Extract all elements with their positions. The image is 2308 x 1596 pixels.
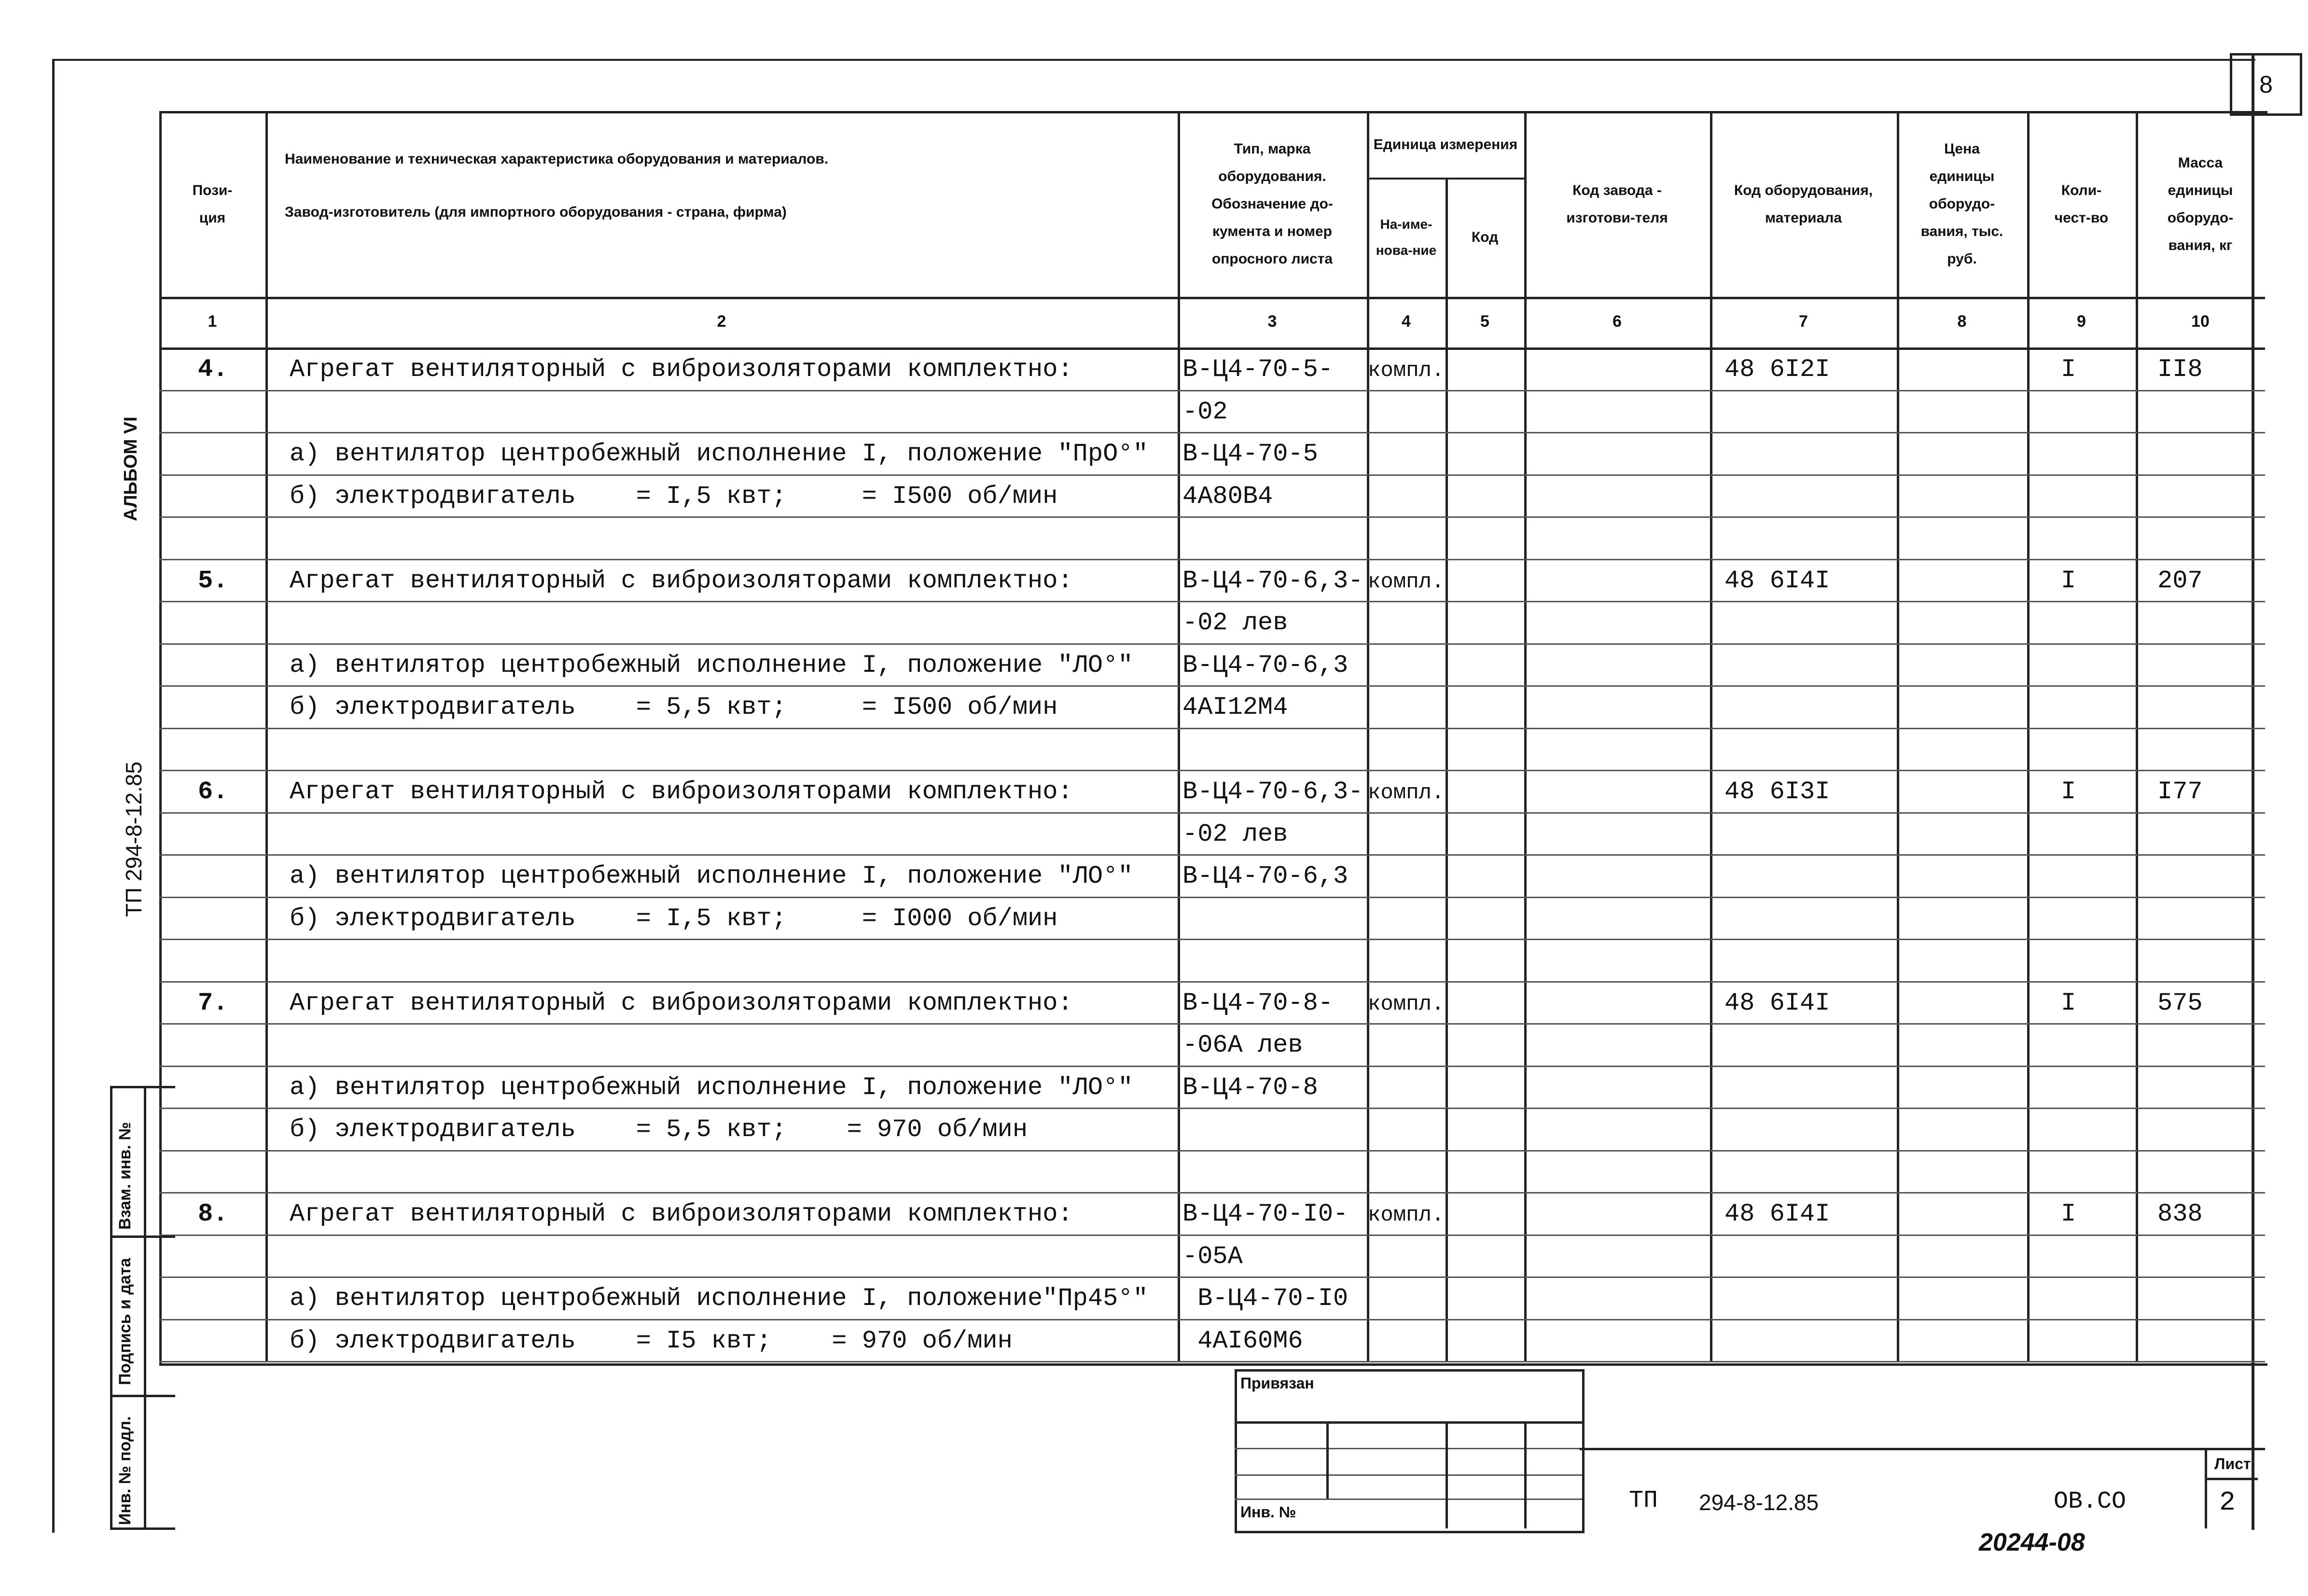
row-name: б) электродвигатель = 5,5 квт; = 970 об/мин [290,1115,1028,1144]
title-block-line [1235,1448,1582,1449]
list-box-line [2205,1478,2258,1480]
column-number: 3 [1267,312,1277,331]
row-quantity: I [2061,355,2076,384]
row-unit: компл. [1368,781,1445,805]
row-name: Агрегат вентиляторный с виброизоляторами комплектно: [290,355,1073,384]
row-line [159,643,2265,645]
row-type: -06А лев [1182,1031,1303,1059]
row-quantity: I [2061,988,2076,1017]
row-line [159,685,2265,687]
row-type: -02 лев [1182,609,1288,637]
row-unit: компл. [1368,992,1445,1016]
row-type: В-Ц4-70-6,3 [1182,862,1349,890]
header-line [159,347,2265,350]
header-unit: Единица измерения [1373,136,1518,153]
row-name: а) вентилятор центробежный исполнение I, положение "ЛО°" [290,1073,1133,1102]
row-line [159,897,2265,898]
header-unit-code: Код [1471,229,1499,245]
row-type: В-Ц4-70-5- [1182,355,1334,384]
row-position: 7. [198,988,228,1017]
row-line [159,1150,2265,1152]
header-name-line1: Наименование и техническая характеристика оборудования и материалов. [285,151,829,167]
title-block-divider [1446,1421,1448,1528]
album-label: АЛЬБОМ VI [121,416,141,521]
row-position: 6. [198,777,228,806]
row-line [159,1277,2265,1278]
row-type: В-Ц4-70-6,3- [1182,777,1363,806]
privyazan-label: Привязан [1240,1374,1314,1392]
row-line [159,516,2265,518]
row-unit: компл. [1368,359,1445,383]
row-name: б) электродвигатель = 5,5 квт; = I500 об/мин [290,693,1058,722]
title-block-divider [1524,1421,1527,1528]
row-name: а) вентилятор центробежный исполнение I, положение"Пр45°" [290,1284,1148,1313]
row-equipment-code: 48 6I4I [1724,988,1830,1017]
row-name: а) вентилятор центробежный исполнение I, положение "ЛО°" [290,862,1133,890]
column-number: 6 [1613,312,1622,331]
row-line [159,390,2265,391]
row-name: Агрегат вентиляторный с виброизоляторами комплектно: [290,1200,1073,1228]
row-name: а) вентилятор центробежный исполнение I, положение "ПрО°" [290,440,1148,468]
row-mass: I77 [2157,777,2203,806]
row-type: 4АI12М4 [1182,693,1288,722]
row-type: -02 лев [1182,819,1288,848]
row-line [159,1235,2265,1236]
row-line [159,1319,2265,1320]
title-block-divider [1326,1421,1329,1499]
list-number: 2 [2219,1487,2236,1518]
project-code-vertical: ТП 294-8-12.85 [121,761,146,917]
column-number: 2 [717,312,726,331]
row-name: Агрегат вентиляторный с виброизоляторами комплектно: [290,566,1073,595]
row-quantity: I [2061,566,2076,595]
row-position: 4. [198,355,228,384]
header-name-line2: Завод-изготовитель (для импортного оборудования - страна, фирма) [285,204,787,220]
row-equipment-code: 48 6I3I [1724,777,1830,806]
row-line [159,1066,2265,1067]
header-unit-name: На-име-нова-ние [1376,217,1437,258]
row-position: 8. [198,1200,228,1228]
row-line [159,1192,2265,1194]
row-type: -02 [1182,397,1228,426]
header-type-mark: Тип, марка оборудования. Обозначение до-кумента и номер опросного листа [1211,141,1336,267]
row-equipment-code: 48 6I2I [1724,355,1830,384]
archive-number: 20244-08 [1979,1528,2085,1556]
row-line [159,1108,2265,1109]
row-line [159,474,2265,476]
top-border [52,59,2253,61]
row-type: В-Ц4-70-6,3 [1182,651,1349,680]
header-position: Пози- ция [192,182,233,226]
column-number: 9 [2077,312,2086,331]
row-name: б) электродвигатель = I5 квт; = 970 об/мин [290,1326,1013,1355]
column-number: 4 [1402,312,1411,331]
table-border [159,111,2267,1366]
list-label: Лист [2214,1455,2251,1472]
stamp-line [1580,1448,2265,1450]
column-number: 5 [1480,312,1489,331]
column-number: 8 [1957,312,1967,331]
row-name: а) вентилятор центробежный исполнение I, положение "ЛО°" [290,651,1133,680]
row-mass: 575 [2157,988,2203,1017]
row-position: 5. [198,566,228,595]
row-type: В-Ц4-70-8- [1182,988,1334,1017]
title-block-line [1235,1421,1582,1424]
row-type: В-Ц4-70-5 [1182,440,1318,468]
header-equipment-code: Код оборудования, материала [1734,182,1877,226]
row-type: В-Ц4-70-6,3- [1182,566,1363,595]
registration-line [110,1235,175,1238]
header-unit-price: Цена единицы оборудо-вания, тыс. руб. [1920,141,2007,267]
stamp-mark: ОВ.СО [2054,1488,2127,1515]
header-line [159,297,2265,299]
row-line [159,854,2265,856]
row-line [159,1361,2265,1362]
row-quantity: I [2061,777,2076,806]
row-type: В-Ц4-70-8 [1182,1073,1318,1102]
title-block-line [1235,1474,1582,1476]
header-mass: Масса единицы оборудо-вания, кг [2167,154,2237,253]
row-type: -05А [1182,1242,1243,1271]
inv-original-label: Инв. № подл. [116,1416,134,1525]
row-line [159,812,2265,814]
row-type: 4АI60М6 [1182,1326,1303,1355]
row-name: Агрегат вентиляторный с виброизоляторами комплектно: [290,777,1073,806]
signature-date-label: Подпись и дата [116,1258,134,1385]
column-number: 7 [1799,312,1808,331]
row-type: В-Ц4-70-I0- [1182,1200,1349,1228]
row-line [159,559,2265,560]
header-quantity: Коли-чест-во [2054,182,2109,226]
row-name: Агрегат вентиляторный с виброизоляторами комплектно: [290,988,1073,1017]
row-type: В-Ц4-70-I0 [1182,1284,1349,1313]
row-line [159,1023,2265,1025]
stamp-tp: ТП [1629,1487,1658,1514]
row-line [159,939,2265,940]
stamp-doc-code: 294-8-12.85 [1699,1490,1819,1515]
row-unit: компл. [1368,1203,1445,1227]
row-equipment-code: 48 6I4I [1724,1200,1830,1228]
row-type: 4А80В4 [1182,482,1273,511]
row-mass: II8 [2157,355,2203,384]
vzam-inv-label: Взам. инв. № [116,1122,134,1230]
registration-line [110,1395,175,1397]
row-name: б) электродвигатель = I,5 квт; = I000 об/мин [290,904,1058,933]
title-block-line [1235,1499,1582,1500]
row-line [159,601,2265,602]
row-mass: 207 [2157,566,2203,595]
row-line [159,981,2265,983]
row-name: б) электродвигатель = I,5 квт; = I500 об/мин [290,482,1058,511]
registration-divider [144,1086,146,1527]
row-line [159,728,2265,729]
row-unit: компл. [1368,569,1445,594]
row-mass: 838 [2157,1200,2203,1228]
row-line [159,770,2265,771]
row-equipment-code: 48 6I4I [1724,566,1830,595]
sheet-number: 8 [2230,53,2302,116]
row-quantity: I [2061,1200,2076,1228]
row-line [159,432,2265,433]
inv-no-label: Инв. № [1240,1503,1296,1521]
column-number: 10 [2191,312,2210,331]
column-number: 1 [208,312,217,331]
header-factory-code: Код завода - изготови-теля [1566,182,1668,226]
